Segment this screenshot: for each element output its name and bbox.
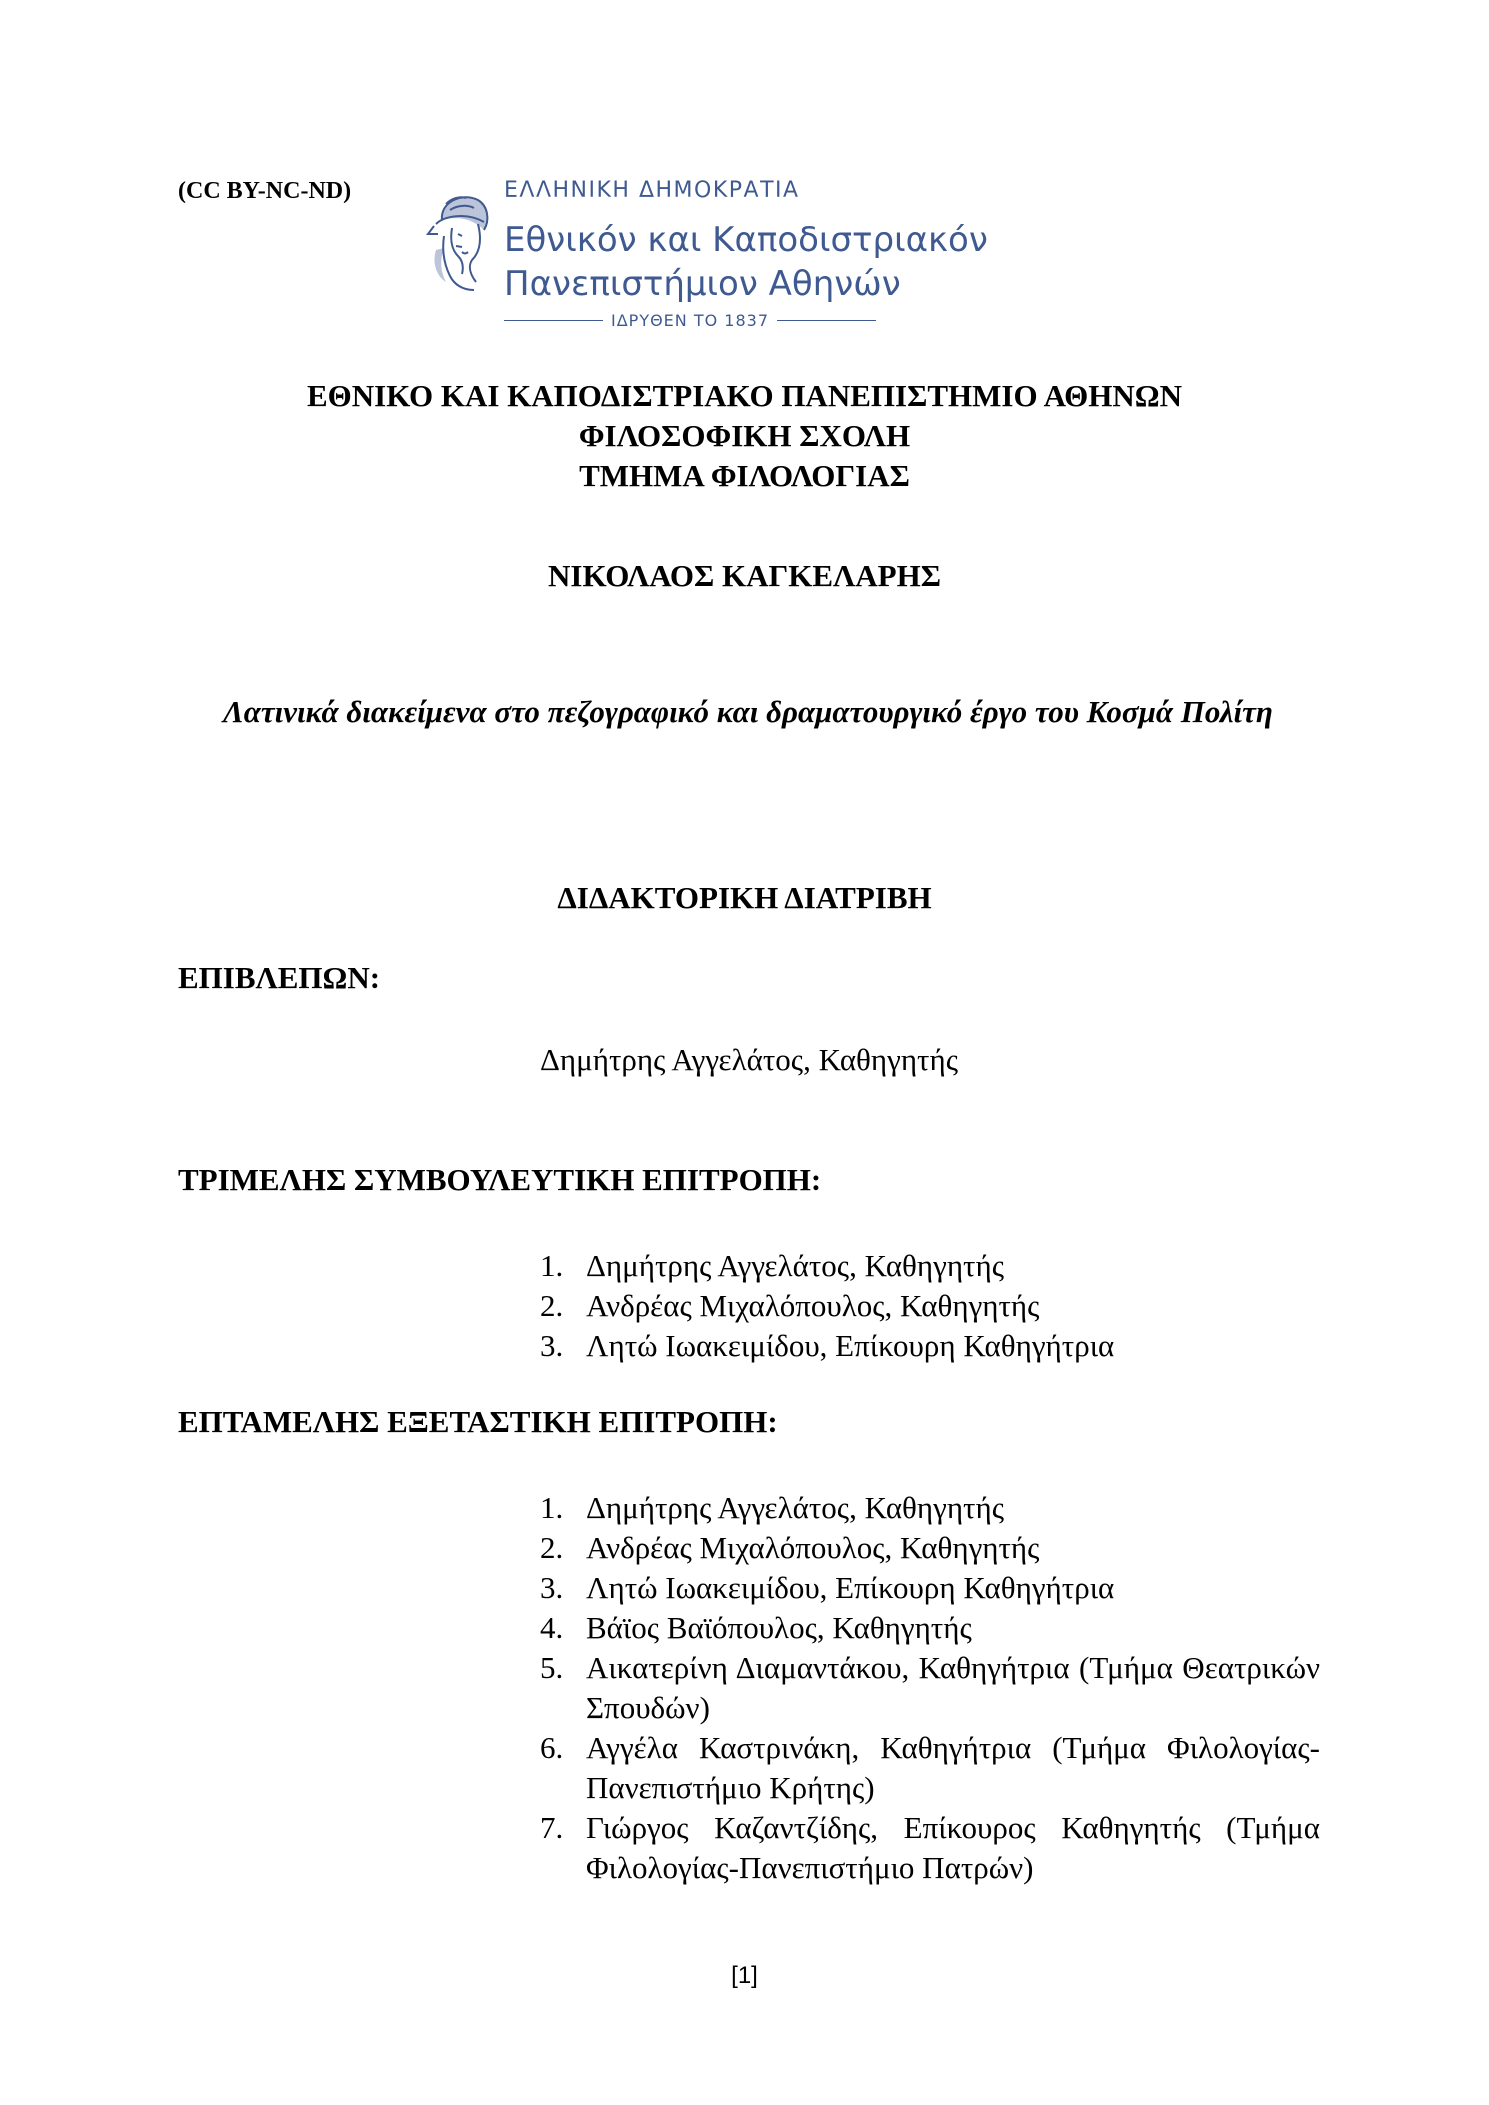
logo-rule-left xyxy=(504,320,603,321)
list-item xyxy=(540,1528,1320,1568)
advisory-committee-label: ΤΡΙΜΕΛΗΣ ΣΥΜΒΟΥΛΕΥΤΙΚΗ ΕΠΙΤΡΟΠΗ: xyxy=(178,1162,822,1197)
list-item xyxy=(540,1326,1320,1366)
logo-university-name-line2: Πανεπιστήμιον Αθηνών xyxy=(504,264,901,304)
list-item xyxy=(540,1608,1320,1648)
list-item-text: Λητώ Ιωακειμίδου, Επίκουρη Καθηγήτρια xyxy=(586,1328,1115,1363)
list-item-number: 5. xyxy=(540,1650,564,1685)
thesis-title: Λατινικά διακείμενα στο πεζογραφικό και δραματουργικό έργο του Κοσμά Πολίτη xyxy=(223,694,1273,729)
supervisor-label: ΕΠΙΒΛΕΠΩΝ: xyxy=(178,960,381,995)
list-item-text: Αγγέλα Καστρινάκη, Καθηγήτρια (Τμήμα Φιλολογίας-Πανεπιστήμιο Κρήτης) xyxy=(586,1730,1320,1805)
list-item xyxy=(540,1568,1320,1608)
list-item-text: Ανδρέας Μιχαλόπουλος, Καθηγητής xyxy=(586,1288,1040,1323)
license-label: (CC BY-NC-ND) xyxy=(178,178,352,204)
logo-republic-text: ΕΛΛΗΝΙΚΗ ΔΗΜΟΚΡΑΤΙΑ xyxy=(504,178,800,203)
examination-committee-label: ΕΠΤΑΜΕΛΗΣ ΕΞΕΤΑΣΤΙΚΗ ΕΠΙΤΡΟΠΗ: xyxy=(178,1404,778,1439)
list-item xyxy=(540,1728,1320,1808)
athena-head-emblem-icon xyxy=(422,190,496,294)
logo-rule-right xyxy=(777,320,876,321)
list-item xyxy=(540,1286,1320,1326)
list-item xyxy=(540,1808,1320,1888)
logo-founded-line xyxy=(504,311,876,330)
department-name: ΤΜΗΜΑ ΦΙΛΟΛΟΓΙΑΣ xyxy=(579,458,910,493)
institution-header xyxy=(0,376,1489,496)
supervisor-name: Δημήτρης Αγγελάτος, Καθηγητής xyxy=(540,1042,958,1077)
list-item xyxy=(540,1488,1320,1528)
list-item-number: 4. xyxy=(540,1610,564,1645)
thesis-type: ΔΙΔΑΚΤΟΡΙΚΗ ΔΙΑΤΡΙΒΗ xyxy=(557,880,932,915)
list-item-text: Λητώ Ιωακειμίδου, Επίκουρη Καθηγήτρια xyxy=(586,1570,1115,1605)
author-name: ΝΙΚΟΛΑΟΣ ΚΑΓΚΕΛΑΡΗΣ xyxy=(548,558,941,593)
list-item-number: 3. xyxy=(540,1570,564,1605)
logo-university-name-line1: Εθνικόν και Καποδιστριακόν xyxy=(504,220,988,260)
list-item xyxy=(540,1246,1320,1286)
school-name: ΦΙΛΟΣΟΦΙΚΗ ΣΧΟΛΗ xyxy=(578,418,911,453)
list-item-number: 7. xyxy=(540,1810,564,1845)
list-item-text: Ανδρέας Μιχαλόπουλος, Καθηγητής xyxy=(586,1530,1040,1565)
list-item-text: Δημήτρης Αγγελάτος, Καθηγητής xyxy=(586,1490,1004,1525)
page-number: [1] xyxy=(731,1962,758,1989)
examination-committee-list xyxy=(540,1488,1320,1888)
list-item-text: Αικατερίνη Διαμαντάκου, Καθηγήτρια (Τμήμα Θεατρικών Σπουδών) xyxy=(586,1650,1320,1725)
list-item-text: Βάϊος Βαϊόπουλος, Καθηγητής xyxy=(586,1610,972,1645)
list-item-number: 2. xyxy=(540,1288,564,1323)
logo-founded-text: ΙΔΡΥΘΕΝ ΤΟ 1837 xyxy=(611,311,770,330)
list-item-number: 1. xyxy=(540,1490,564,1525)
list-item-number: 6. xyxy=(540,1730,564,1765)
list-item xyxy=(540,1648,1320,1728)
advisory-committee-list xyxy=(540,1246,1320,1366)
list-item-text: Δημήτρης Αγγελάτος, Καθηγητής xyxy=(586,1248,1004,1283)
list-item-number: 1. xyxy=(540,1248,564,1283)
list-item-number: 3. xyxy=(540,1328,564,1363)
university-name: ΕΘΝΙΚΟ ΚΑΙ ΚΑΠΟΔΙΣΤΡΙΑΚΟ ΠΑΝΕΠΙΣΤΗΜΙΟ ΑΘΗΝΩΝ xyxy=(306,378,1183,413)
list-item-number: 2. xyxy=(540,1530,564,1565)
list-item-text: Γιώργος Καζαντζίδης, Επίκουρος Καθηγητής (Τμήμα Φιλολογίας-Πανεπιστήμιο Πατρών) xyxy=(586,1810,1320,1885)
